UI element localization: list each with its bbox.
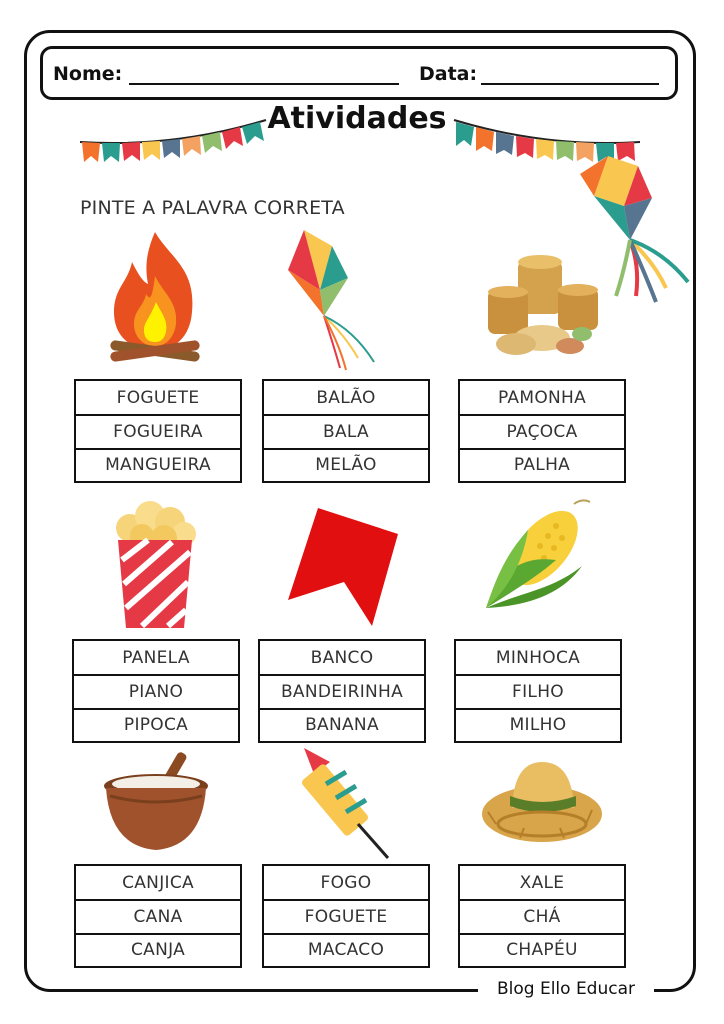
word-option[interactable]: PAMONHA [497,387,587,408]
canjica-bowl-icon [100,750,212,854]
word-options-1 [74,379,242,483]
word-options-8 [262,864,430,968]
word-options-4 [72,639,240,743]
corn-icon [482,496,594,612]
kite-balloon-icon [284,230,380,370]
word-option[interactable]: PIPOCA [74,708,238,741]
bunting-left-icon [78,118,268,168]
word-option[interactable]: XALE [519,872,565,893]
word-option[interactable]: CANJICA [122,872,194,893]
word-options-3 [458,379,626,483]
popcorn-icon [112,500,198,630]
page-title: Atividades [267,101,447,136]
word-option[interactable]: BANCO [310,647,374,668]
bunting-flag-icon [288,508,398,628]
word-option[interactable]: PIANO [74,674,238,707]
name-date-header [40,46,678,100]
word-option[interactable]: FOGO [320,872,372,893]
word-option[interactable]: MACACO [264,933,428,966]
word-options-9 [458,864,626,968]
date-field[interactable] [481,83,659,85]
name-label: Nome: [53,63,123,85]
word-options-7 [74,864,242,968]
word-option[interactable]: MILHO [456,708,620,741]
word-option[interactable]: FOGUEIRA [76,414,240,447]
footer-credit: Blog Ello Educar [496,979,636,999]
word-option[interactable]: CANJA [76,933,240,966]
word-option[interactable]: MINHOCA [495,647,581,668]
word-option[interactable]: FOGUETE [264,899,428,932]
word-option[interactable]: CANA [76,899,240,932]
word-options-5 [258,639,426,743]
word-option[interactable]: CHAPÉU [460,933,624,966]
bonfire-icon [100,228,210,368]
word-options-2 [262,379,430,483]
word-option[interactable]: BALA [264,414,428,447]
date-label: Data: [419,63,478,85]
word-option[interactable]: PAÇOCA [460,414,624,447]
word-option[interactable]: PALHA [460,448,624,481]
name-field[interactable] [129,83,399,85]
instruction-text: PINTE A PALAVRA CORRETA [80,197,345,219]
firework-rocket-icon [300,748,392,860]
word-option[interactable]: MELÃO [264,448,428,481]
straw-hat-icon [480,758,604,844]
pacoca-peanuts-icon [482,254,606,362]
word-option[interactable]: CHÁ [460,899,624,932]
word-option[interactable]: FOGUETE [116,387,200,408]
word-option[interactable]: PANELA [122,647,190,668]
word-option[interactable]: FILHO [456,674,620,707]
word-option[interactable]: MANGUEIRA [76,448,240,481]
word-options-6 [454,639,622,743]
word-option[interactable]: BANANA [260,708,424,741]
word-option[interactable]: BALÃO [316,387,376,408]
word-option[interactable]: BANDEIRINHA [260,674,424,707]
